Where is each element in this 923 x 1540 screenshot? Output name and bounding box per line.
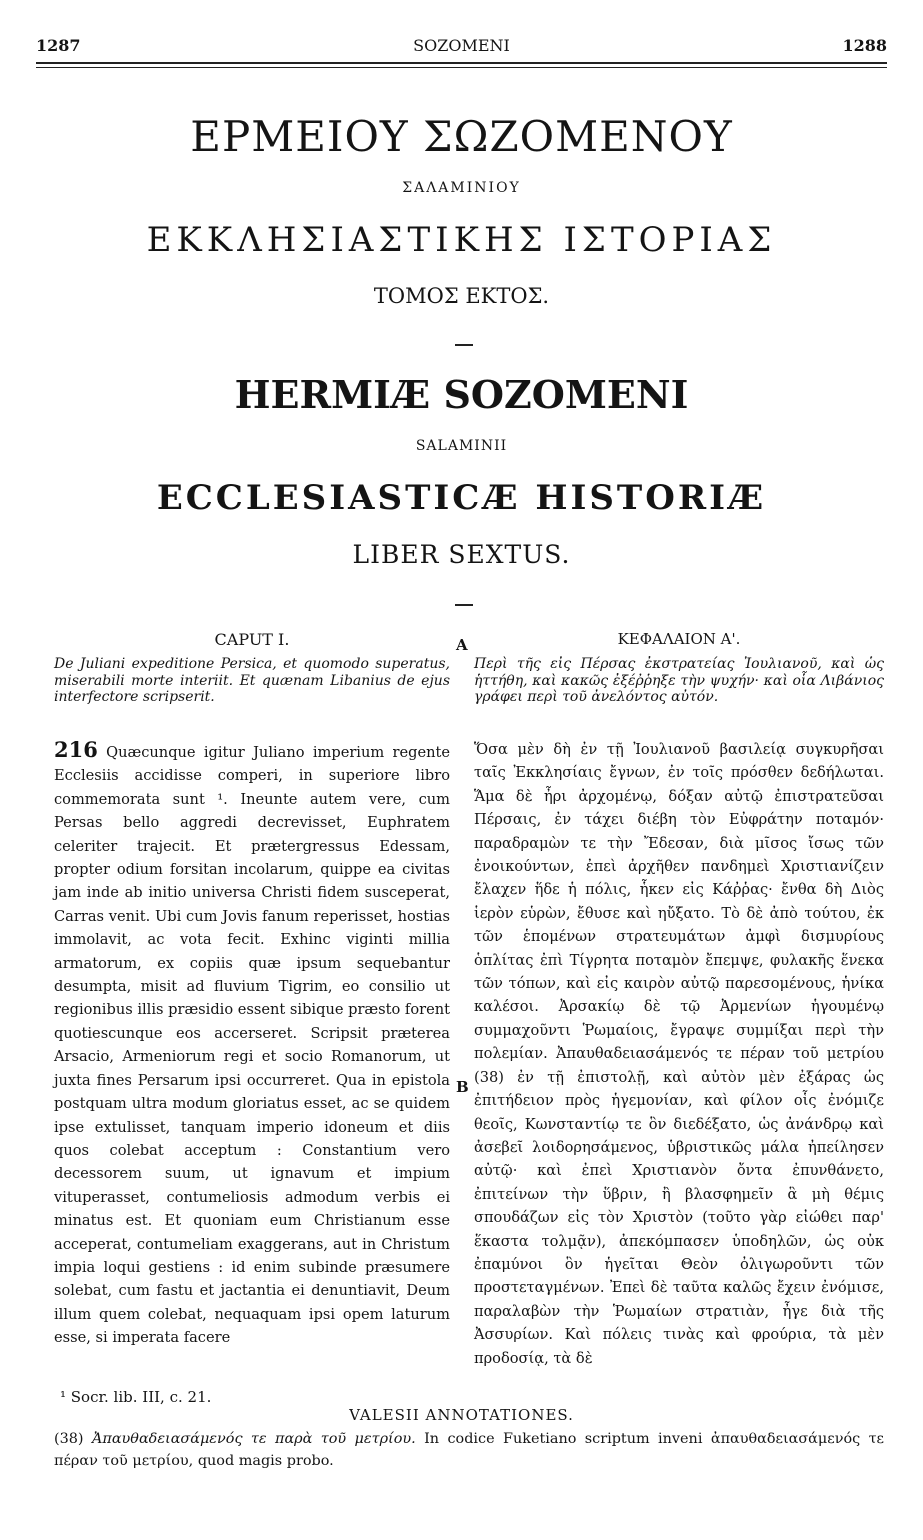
footnote: ¹ Socr. lib. III, c. 21. <box>60 1388 212 1406</box>
latin-body: Quæcunque igitur Juliano imperium regente Ecclesiis accidisse comperi, in superiore libro commemorata sunt ¹. Ineunte autem vere, cum Persas bello aggredi decrevisset, Euphratem celeriter trajecit. Et prætergressus Edessam, propter odium forsitan incolarum, quippe ea civitas jam inde ab initio universa Christi fidem susceperat, Carras venit. Ubi cum Jovis fanum reperisset, hostias immolavit, ac vota fecit. Exhinc viginti millia armatorum, ex copiis quæ ipsum sequebantur desumpta, misit ad fluvium Tigrim, eo consilio ut regionibus illis præsidio essent sibique præsto forent quotiescunque eos accerseret. Scripsit præterea Arsacio, Armeniorum regi et socio Romanorum, ut juxta fines Persarum ipsi occurreret. Qua in epistola postquam ultra modum gloriatus esset, ac se quidem ipse extulisset, tanquam imperio idoneum et diis quos colebat acceptum : Constantium vero decessorem suum, ut ignavum et impium vituperasset, contumeliosis admodum verbis ei minatus est. Et quoniam eum Christianum esse acceperat, contumeliam exaggerans, aut in Christum impia loqui gestiens : id enim subinde præsumere solebat, cum fastu et jactantia ei denuntiavit, Deum illum quem colebat, nequaquam ipsi opem laturum esse, si imperata facere <box>54 744 450 1347</box>
header-rule-thick <box>36 62 887 64</box>
latin-author-title: HERMIÆ SOZOMENI <box>234 372 689 417</box>
latin-chapter-heading: CAPUT I. <box>214 630 290 649</box>
margin-letter-a: A <box>456 636 468 654</box>
annotations-heading: VALESII ANNOTATIONES. <box>349 1406 574 1424</box>
section-number: 216 <box>54 737 98 762</box>
greek-work-title: ΕΚΚΛΗΣΙΑΣΤΙΚΗΣ ΙΣΤΟΡΙΑΣ <box>146 220 777 260</box>
annotation-number: (38) <box>54 1431 84 1447</box>
running-title: SOZOMENI <box>413 36 510 55</box>
title-divider-2 <box>455 604 473 606</box>
greek-origin: ΣΑΛΑΜΙΝΙΟΥ <box>402 180 521 196</box>
latin-book: LIBER SEXTUS. <box>352 540 571 569</box>
title-divider-1 <box>455 344 473 346</box>
latin-work-title: ECCLESIASTICÆ HISTORIÆ <box>156 478 767 518</box>
latin-chapter-summary: De Juliani expeditione Persica, et quomodo superatus, miserabili morte interiit. Et quænam Libanius de ejus interfectore scripserit. <box>54 656 450 706</box>
greek-chapter-summary: Περὶ τῆς εἰς Πέρσας ἐκστρατείας Ἰουλιανοῦ, καὶ ὡς ἡττήθη, καὶ κακῶς ἐξέῤῥηξε τὴν ψυχήν· καὶ οἷα Λιβάνιος γράφει περὶ τοῦ ἀνελόντος αὐτόν. <box>474 656 884 706</box>
page-number-left: 1287 <box>36 36 81 55</box>
greek-author-title: ΕΡΜΕΙΟΥ ΣΩΖΟΜΕΝΟΥ <box>190 112 733 161</box>
annotation-text-a: In codice Fuketiano scriptum inveni <box>424 1431 703 1447</box>
latin-text <box>54 738 450 1350</box>
annotation-text-b: quod magis probo. <box>197 1453 334 1469</box>
header-rule-thin <box>36 67 887 68</box>
page-number-right: 1288 <box>842 36 887 55</box>
greek-book: ΤΟΜΟΣ ΕΚΤΟΣ. <box>373 284 550 308</box>
margin-letter-b: B <box>456 1078 469 1096</box>
annotation-variant: ἀπαυθαδειασάμενός τε πέραν τοῦ μετρίου, <box>54 1431 885 1469</box>
annotation-entry <box>54 1428 884 1472</box>
greek-chapter-heading: ΚΕΦΑΛΑΙΟΝ Α'. <box>617 630 741 648</box>
annotation-lemma: Ἀπαυθαδειασάμενός τε παρὰ τοῦ μετρίου. <box>91 1431 416 1447</box>
greek-body: Ὅσα μὲν δὴ ἐν τῇ Ἰουλιανοῦ βασιλείᾳ συγκυρῆσαι ταῖς Ἐκκλησίαις ἔγνων, ἐν τοῖς πρόσθεν δεδήλωται. Ἅμα δὲ ἦρι ἀρχομένῳ, δόξαν αὐτῷ ἐπιστρατεῦσαι Πέρσαις, ἐν τάχει διέβη τὸν Εὐφράτην ποταμόν· παραδραμὼν τε τὴν Ἔδεσαν, διὰ μῖσος ἴσως τῶν ἐνοικούντων, ἐπεὶ ἀρχῆθεν πανδημεὶ Χριστιανίζειν ἔλαχεν ἥδε ἡ πόλις, ἧκεν εἰς Κάῤῥας· ἔνθα δὴ Διὸς ἱερὸν εὑρὼν, ἔθυσε καὶ ηὔξατο. Τὸ δὲ ἀπὸ τούτου, ἐκ τῶν ἑπομένων στρατευμάτων ἀμφὶ δισμυρίους ὁπλίτας ἐπὶ Τίγρητα ποταμὸν ἔπεμψε, φυλακῆς ἕνεκα τῶν τόπων, καὶ εἰς καιρὸν αὐτῷ παρεσομένους, ἡνίκα καλέσοι. Ἀρσακίῳ δὲ τῷ Ἀρμενίων ἡγουμένῳ συμμαχοῦντι Ῥωμαίοις, ἔγραψε συμμίξαι περὶ τὴν πολεμίαν. Ἀπαυθαδειασάμενός τε πέραν τοῦ μετρίου (38) ἐν τῇ ἐπιστολῇ, καὶ αὐτὸν μὲν ἐξάρας ὡς ἐπιτήδειον πρὸς ἡγεμονίαν, καὶ φίλον οἷς ἐνόμιζε θεοῖς, Κωνσταντίῳ τε ὃν διεδέξατο, ὡς ἀνάνδρῳ καὶ ἀσεβεῖ λοιδορησάμενος, ὑβριστικῶς μάλα ἠπείλησεν αὐτῷ· καὶ ἐπεὶ Χριστιανὸν ὄντα ἐπυνθάνετο, ἐπιτείνων τὴν ὕβριν, ἢ βλασφημεῖν ἃ μὴ θέμις σπουδάζων εἰς τὸν Χριστὸν (τοῦτο γὰρ εἰώθει παρ' ἕκαστα τολμᾷν), ἀπεκόμπασεν ὑποδηλῶν, ὡς οὐκ ἐπαμύνοι ὃν ἡγεῖται Θεὸν ὀλιγωροῦντι τῶν προστεταγμένων. Ἐπεὶ δὲ ταῦτα καλῶς ἔχειν ἐνόμισε, παραλαβὼν τὴν Ῥωμαίων στρατιὰν, ἦγε διὰ τῆς Ἀσσυρίων. Καὶ πόλεις τινὰς καὶ φρούρια, τὰ μὲν προδοσίᾳ, τὰ δὲ <box>474 741 884 1367</box>
latin-origin: SALAMINII <box>415 438 508 454</box>
